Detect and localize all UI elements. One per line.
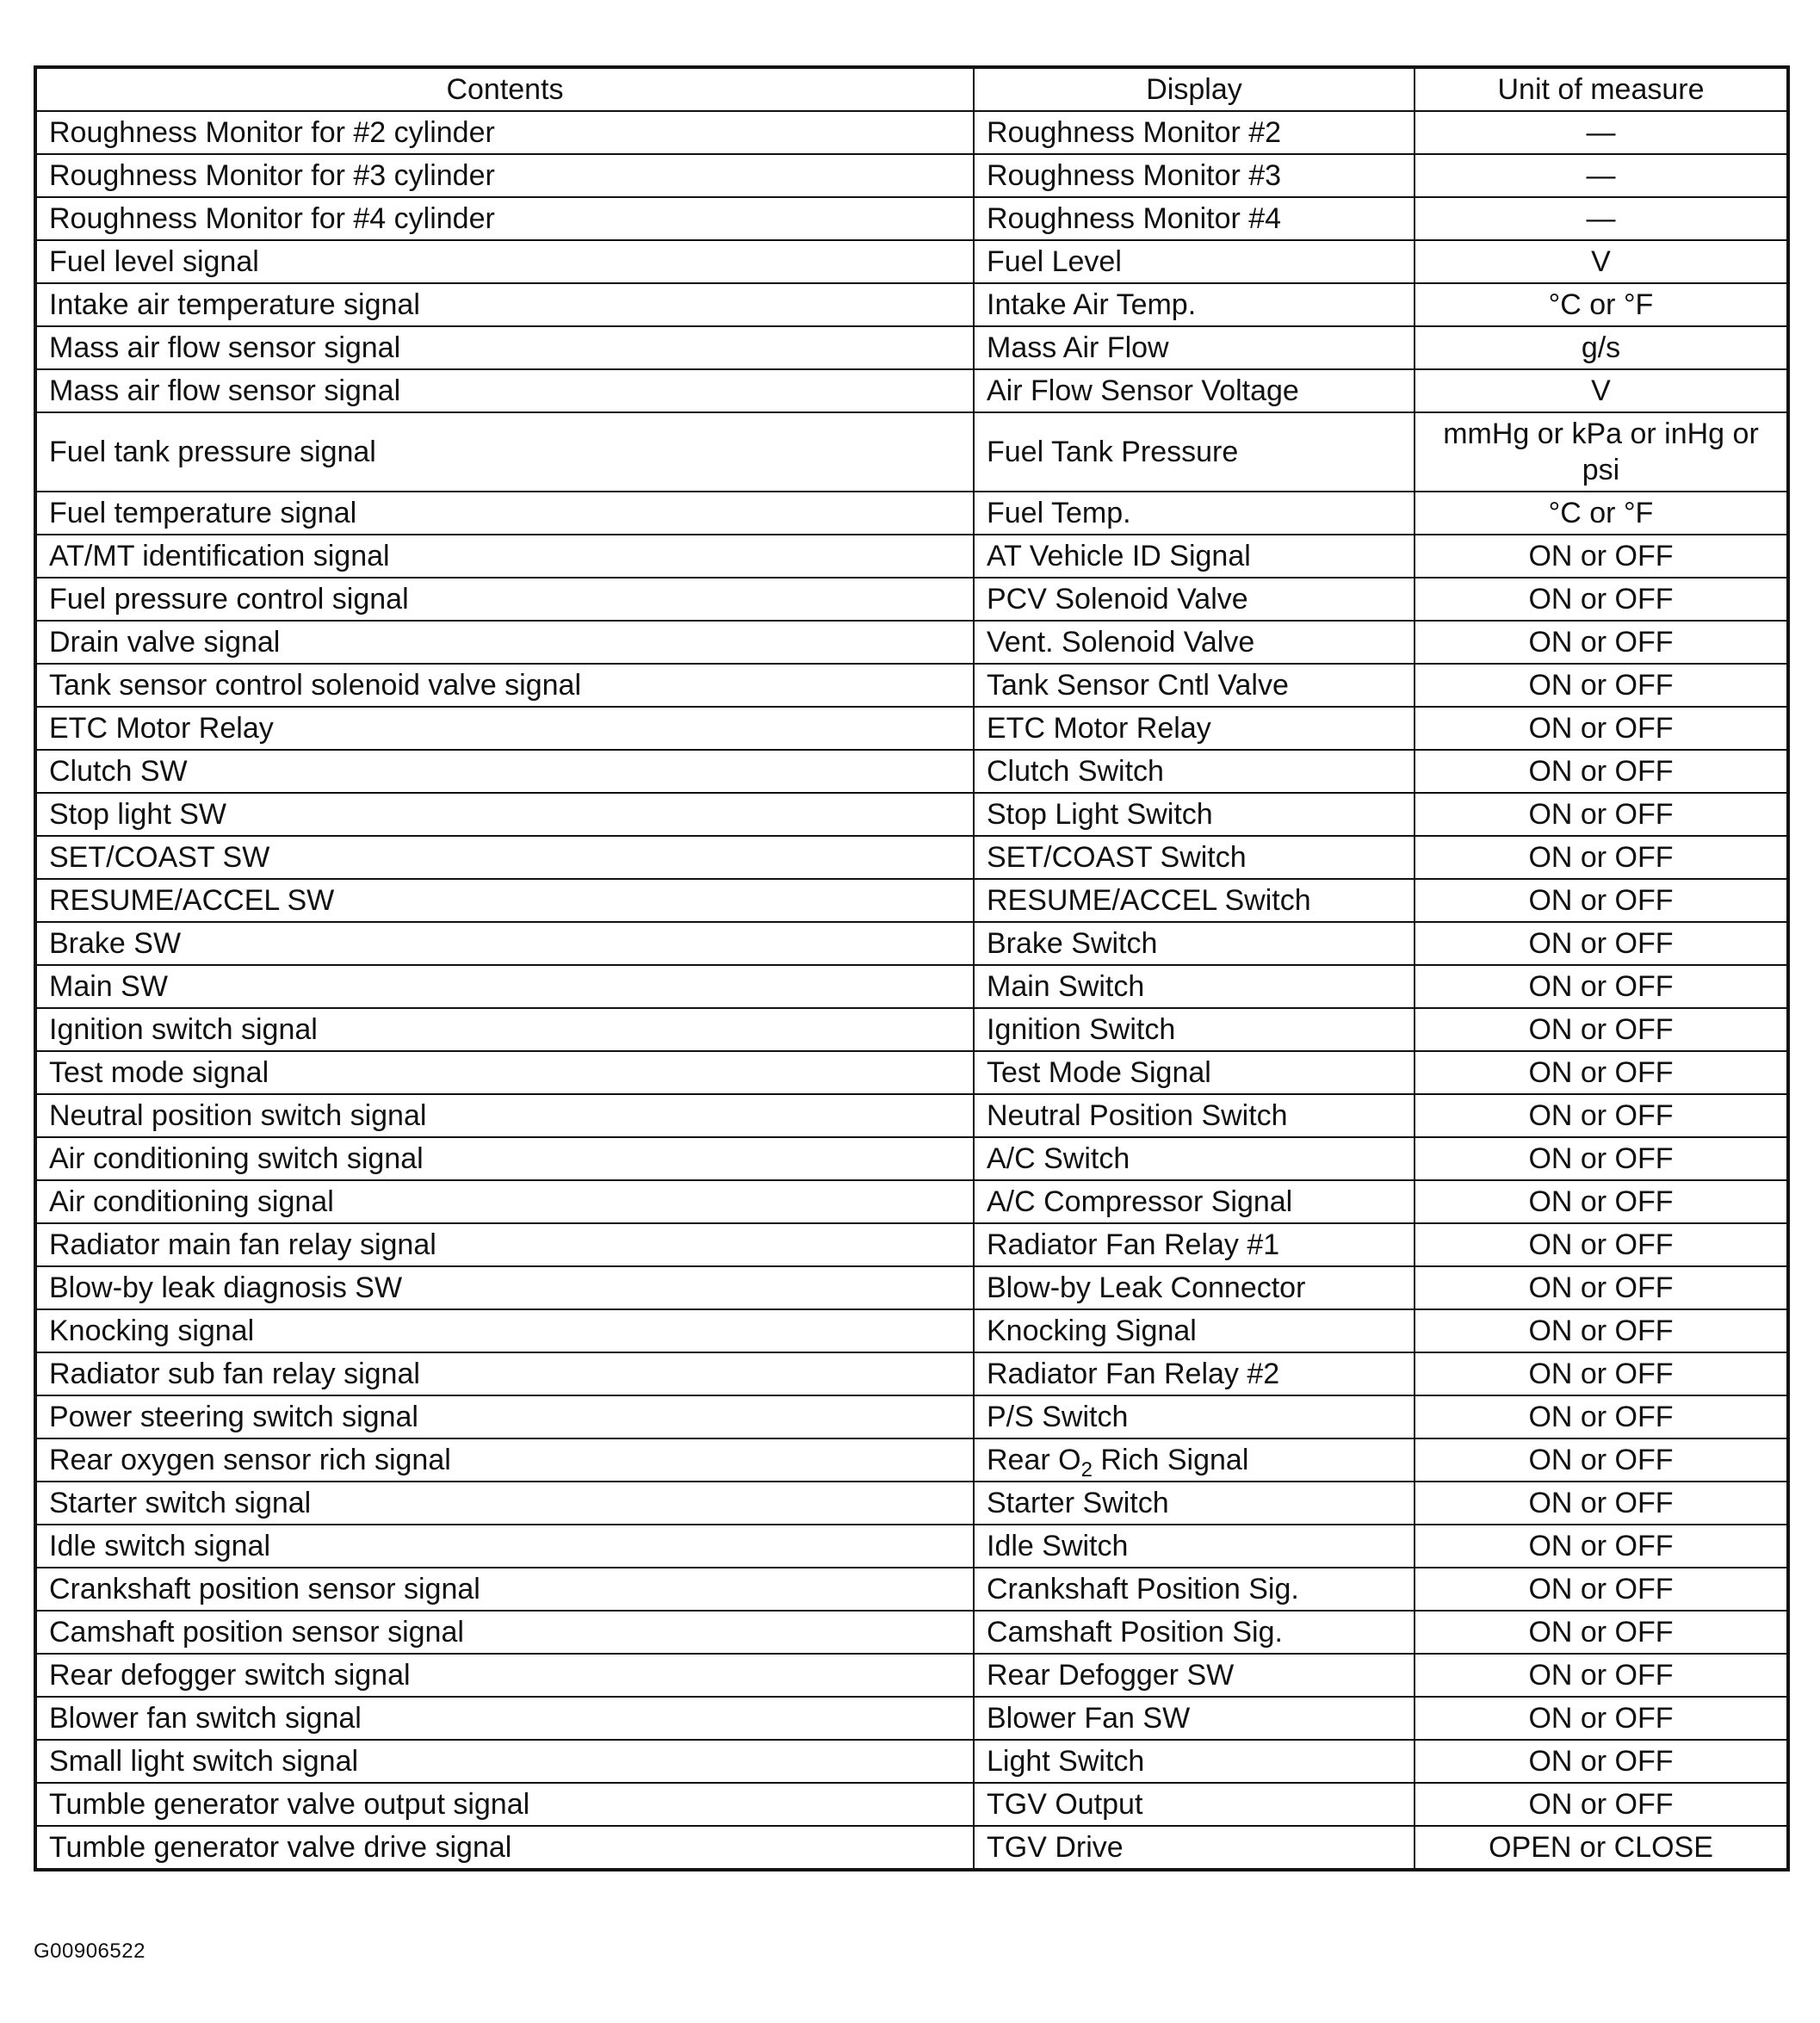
cell-display: Blower Fan SW — [974, 1697, 1415, 1740]
cell-display: Light Switch — [974, 1740, 1415, 1783]
header-row — [35, 67, 1788, 111]
cell-display: Roughness Monitor #3 — [974, 154, 1415, 197]
cell-display: Intake Air Temp. — [974, 283, 1415, 326]
table-row — [35, 240, 1788, 283]
cell-unit: ON or OFF — [1415, 1611, 1788, 1654]
cell-contents: Brake SW — [35, 922, 974, 965]
cell-unit: ON or OFF — [1415, 1309, 1788, 1352]
cell-display: Roughness Monitor #4 — [974, 197, 1415, 240]
cell-display: A/C Compressor Signal — [974, 1180, 1415, 1223]
cell-display: Camshaft Position Sig. — [974, 1611, 1415, 1654]
table-row — [35, 197, 1788, 240]
cell-contents: Radiator main fan relay signal — [35, 1223, 974, 1266]
cell-display: Brake Switch — [974, 922, 1415, 965]
table-row — [35, 1137, 1788, 1180]
cell-unit: ON or OFF — [1415, 578, 1788, 621]
table-row — [35, 535, 1788, 578]
table-row — [35, 1783, 1788, 1826]
cell-unit: ON or OFF — [1415, 1051, 1788, 1094]
cell-unit: ON or OFF — [1415, 535, 1788, 578]
cell-contents: Ignition switch signal — [35, 1008, 974, 1051]
cell-contents: Rear defogger switch signal — [35, 1654, 974, 1697]
table-row — [35, 1438, 1788, 1482]
cell-display: Fuel Level — [974, 240, 1415, 283]
cell-contents: Neutral position switch signal — [35, 1094, 974, 1137]
cell-unit: ON or OFF — [1415, 1654, 1788, 1697]
cell-unit: g/s — [1415, 326, 1788, 369]
cell-contents: SET/COAST SW — [35, 836, 974, 879]
cell-contents: Roughness Monitor for #2 cylinder — [35, 111, 974, 154]
cell-unit: ON or OFF — [1415, 1352, 1788, 1395]
cell-contents: Drain valve signal — [35, 621, 974, 664]
cell-display: Main Switch — [974, 965, 1415, 1008]
cell-unit: ON or OFF — [1415, 1438, 1788, 1482]
table-row — [35, 1223, 1788, 1266]
cell-contents: Tumble generator valve drive signal — [35, 1826, 974, 1870]
cell-contents: Mass air flow sensor signal — [35, 369, 974, 412]
cell-contents: Roughness Monitor for #3 cylinder — [35, 154, 974, 197]
data-table — [34, 65, 1790, 1871]
cell-contents: Fuel temperature signal — [35, 492, 974, 535]
cell-contents: Mass air flow sensor signal — [35, 326, 974, 369]
table-row — [35, 1094, 1788, 1137]
cell-contents: Tumble generator valve output signal — [35, 1783, 974, 1826]
cell-unit: ON or OFF — [1415, 1568, 1788, 1611]
cell-contents: Power steering switch signal — [35, 1395, 974, 1438]
cell-unit: ON or OFF — [1415, 1223, 1788, 1266]
table-row — [35, 326, 1788, 369]
cell-contents: Radiator sub fan relay signal — [35, 1352, 974, 1395]
cell-unit: — — [1415, 111, 1788, 154]
cell-unit: ON or OFF — [1415, 1783, 1788, 1826]
cell-unit: ON or OFF — [1415, 1094, 1788, 1137]
table-row — [35, 1266, 1788, 1309]
table-row — [35, 1482, 1788, 1525]
cell-contents: Idle switch signal — [35, 1525, 974, 1568]
cell-display: Clutch Switch — [974, 750, 1415, 793]
table-row — [35, 1525, 1788, 1568]
cell-contents: Rear oxygen sensor rich signal — [35, 1438, 974, 1482]
cell-unit: ON or OFF — [1415, 1137, 1788, 1180]
cell-contents: Roughness Monitor for #4 cylinder — [35, 197, 974, 240]
cell-contents: Fuel pressure control signal — [35, 578, 974, 621]
cell-contents: Blow-by leak diagnosis SW — [35, 1266, 974, 1309]
table-row — [35, 1008, 1788, 1051]
table-row — [35, 1309, 1788, 1352]
cell-contents: Crankshaft position sensor signal — [35, 1568, 974, 1611]
cell-display: Rear Defogger SW — [974, 1654, 1415, 1697]
cell-display: TGV Output — [974, 1783, 1415, 1826]
cell-unit: V — [1415, 240, 1788, 283]
cell-contents: Test mode signal — [35, 1051, 974, 1094]
cell-unit: ON or OFF — [1415, 1395, 1788, 1438]
header-contents: Contents — [35, 67, 974, 111]
cell-display: PCV Solenoid Valve — [974, 578, 1415, 621]
cell-contents: ETC Motor Relay — [35, 707, 974, 750]
cell-unit: ON or OFF — [1415, 1525, 1788, 1568]
cell-contents: Fuel level signal — [35, 240, 974, 283]
cell-display: Radiator Fan Relay #1 — [974, 1223, 1415, 1266]
cell-display-text: Rich Signal — [1092, 1444, 1249, 1476]
table-row — [35, 492, 1788, 535]
cell-unit: ON or OFF — [1415, 836, 1788, 879]
table-row — [35, 1740, 1788, 1783]
cell-contents: Air conditioning signal — [35, 1180, 974, 1223]
cell-contents: Air conditioning switch signal — [35, 1137, 974, 1180]
cell-display: Knocking Signal — [974, 1309, 1415, 1352]
cell-contents: Main SW — [35, 965, 974, 1008]
cell-contents: Camshaft position sensor signal — [35, 1611, 974, 1654]
cell-display: TGV Drive — [974, 1826, 1415, 1870]
table-row — [35, 111, 1788, 154]
table-row — [35, 621, 1788, 664]
cell-display: Tank Sensor Cntl Valve — [974, 664, 1415, 707]
cell-unit: — — [1415, 154, 1788, 197]
table-row — [35, 1352, 1788, 1395]
table-row — [35, 1826, 1788, 1870]
table-row — [35, 1395, 1788, 1438]
cell-display: Roughness Monitor #2 — [974, 111, 1415, 154]
cell-display: Ignition Switch — [974, 1008, 1415, 1051]
table-row — [35, 1568, 1788, 1611]
cell-display: Test Mode Signal — [974, 1051, 1415, 1094]
table-row — [35, 750, 1788, 793]
table-row — [35, 1180, 1788, 1223]
table-body — [35, 111, 1788, 1870]
cell-display: A/C Switch — [974, 1137, 1415, 1180]
cell-contents: Small light switch signal — [35, 1740, 974, 1783]
cell-unit: mmHg or kPa or inHg or psi — [1415, 412, 1788, 492]
cell-contents: Fuel tank pressure signal — [35, 412, 974, 492]
header-display: Display — [974, 67, 1415, 111]
table-row — [35, 283, 1788, 326]
cell-display: Fuel Tank Pressure — [974, 412, 1415, 492]
cell-unit: V — [1415, 369, 1788, 412]
cell-contents: Clutch SW — [35, 750, 974, 793]
cell-unit: — — [1415, 197, 1788, 240]
cell-unit: ON or OFF — [1415, 750, 1788, 793]
table-row — [35, 664, 1788, 707]
cell-display: Mass Air Flow — [974, 326, 1415, 369]
cell-display: Vent. Solenoid Valve — [974, 621, 1415, 664]
cell-unit: ON or OFF — [1415, 621, 1788, 664]
cell-unit: ON or OFF — [1415, 707, 1788, 750]
cell-contents: Stop light SW — [35, 793, 974, 836]
cell-contents: AT/MT identification signal — [35, 535, 974, 578]
table-row — [35, 707, 1788, 750]
table-row — [35, 412, 1788, 492]
cell-display: Crankshaft Position Sig. — [974, 1568, 1415, 1611]
cell-contents: Blower fan switch signal — [35, 1697, 974, 1740]
cell-display: ETC Motor Relay — [974, 707, 1415, 750]
cell-display: Idle Switch — [974, 1525, 1415, 1568]
cell-unit: ON or OFF — [1415, 1180, 1788, 1223]
table-row — [35, 1051, 1788, 1094]
cell-contents: Knocking signal — [35, 1309, 974, 1352]
cell-display: Blow-by Leak Connector — [974, 1266, 1415, 1309]
cell-unit: ON or OFF — [1415, 965, 1788, 1008]
cell-unit: °C or °F — [1415, 283, 1788, 326]
figure-id: G00906522 — [34, 1939, 145, 1963]
cell-display: Fuel Temp. — [974, 492, 1415, 535]
cell-unit: ON or OFF — [1415, 664, 1788, 707]
cell-display — [974, 1438, 1415, 1482]
cell-contents: Intake air temperature signal — [35, 283, 974, 326]
table-row — [35, 578, 1788, 621]
cell-display: P/S Switch — [974, 1395, 1415, 1438]
cell-unit: OPEN or CLOSE — [1415, 1826, 1788, 1870]
table-row — [35, 154, 1788, 197]
table-row — [35, 879, 1788, 922]
cell-unit: ON or OFF — [1415, 879, 1788, 922]
cell-display: Stop Light Switch — [974, 793, 1415, 836]
header-unit: Unit of measure — [1415, 67, 1788, 111]
table-row — [35, 369, 1788, 412]
table-row — [35, 965, 1788, 1008]
cell-unit: ON or OFF — [1415, 1266, 1788, 1309]
cell-display: SET/COAST Switch — [974, 836, 1415, 879]
cell-unit: ON or OFF — [1415, 793, 1788, 836]
cell-display: Air Flow Sensor Voltage — [974, 369, 1415, 412]
cell-contents: RESUME/ACCEL SW — [35, 879, 974, 922]
table-row — [35, 1654, 1788, 1697]
cell-display-text: Rear O — [987, 1444, 1081, 1476]
cell-unit: ON or OFF — [1415, 1740, 1788, 1783]
cell-unit: ON or OFF — [1415, 1008, 1788, 1051]
cell-unit: ON or OFF — [1415, 1697, 1788, 1740]
cell-unit: ON or OFF — [1415, 922, 1788, 965]
table-row — [35, 1611, 1788, 1654]
cell-display: Starter Switch — [974, 1482, 1415, 1525]
cell-display-subscript: 2 — [1080, 1457, 1093, 1482]
table-row — [35, 922, 1788, 965]
cell-unit: °C or °F — [1415, 492, 1788, 535]
cell-display: Radiator Fan Relay #2 — [974, 1352, 1415, 1395]
cell-display: RESUME/ACCEL Switch — [974, 879, 1415, 922]
cell-display: Neutral Position Switch — [974, 1094, 1415, 1137]
cell-display: AT Vehicle ID Signal — [974, 535, 1415, 578]
cell-contents: Starter switch signal — [35, 1482, 974, 1525]
table-row — [35, 836, 1788, 879]
cell-contents: Tank sensor control solenoid valve signal — [35, 664, 974, 707]
cell-unit: ON or OFF — [1415, 1482, 1788, 1525]
table-row — [35, 793, 1788, 836]
table-row — [35, 1697, 1788, 1740]
